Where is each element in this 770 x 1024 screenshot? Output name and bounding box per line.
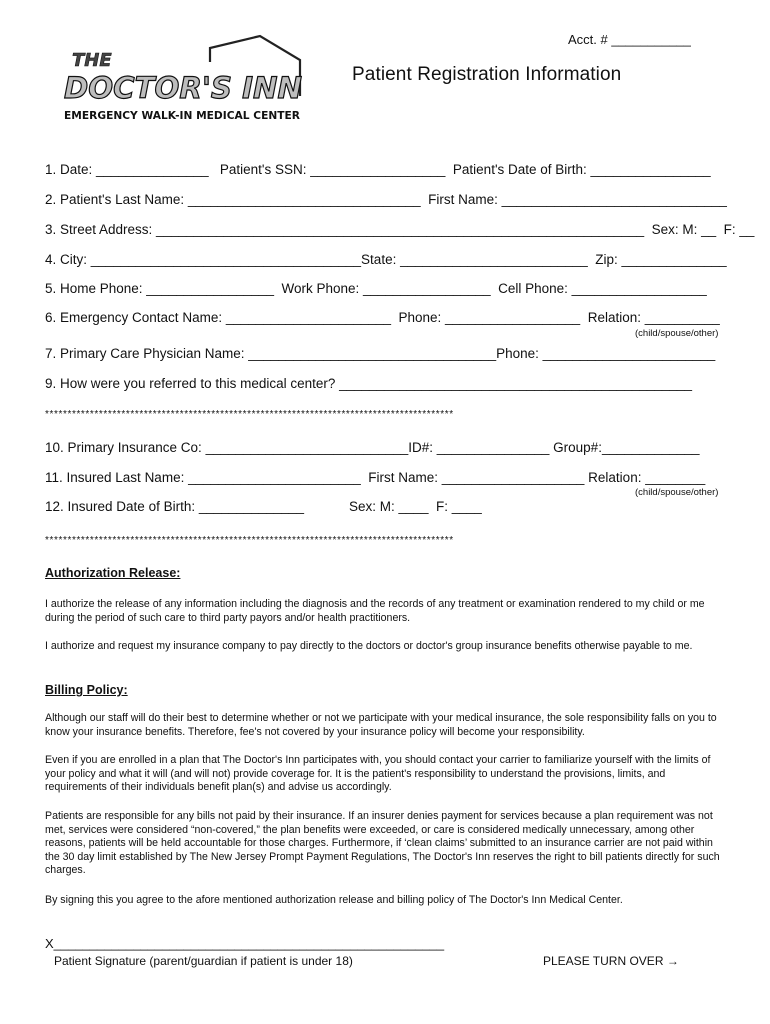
- field-line-4-city-state-zip[interactable]: 4. City: ____________________________________State: _________________________ Zip: ______________: [45, 252, 727, 267]
- field-line-3-address-sex[interactable]: 3. Street Address: _________________________________________________________________ Sex: M: __ F: __: [45, 222, 755, 237]
- signature-label: Patient Signature (parent/guardian if patient is under 18): [54, 954, 353, 968]
- field-line-5-phones[interactable]: 5. Home Phone: _________________ Work Phone: _________________ Cell Phone: __________________: [45, 281, 707, 296]
- signature-line[interactable]: X______________________________________________________: [45, 936, 445, 951]
- logo-tagline: EMERGENCY WALK-IN MEDICAL CENTER: [64, 110, 300, 122]
- logo-text-doctors-inn: DOCTOR'S INN: [64, 71, 302, 105]
- separator-stars-2: *******************************************************************************************: [45, 535, 454, 546]
- field-line-2-name[interactable]: 2. Patient's Last Name: _______________________________ First Name: ______________________________: [45, 192, 727, 207]
- billing-heading: Billing Policy:: [45, 683, 128, 697]
- authorization-heading: Authorization Release:: [45, 566, 181, 580]
- field-line-10-insurance[interactable]: 10. Primary Insurance Co: ___________________________ID#: _______________ Group#:_____________: [45, 440, 700, 455]
- please-turn-over-note: PLEASE TURN OVER →: [543, 954, 679, 968]
- field-line-7-physician[interactable]: 7. Primary Care Physician Name: _________________________________Phone: _______________________: [45, 346, 716, 361]
- logo-text-the: THE: [72, 50, 112, 71]
- page-title: Patient Registration Information: [352, 64, 622, 85]
- billing-paragraph-1: Although our staff will do their best to determine whether or not we participate with your medical insurance, the sole responsibility falls on you to know your insurance benefits. Therefore, fee's not covered by your insurance policy will become your responsibility.: [45, 712, 717, 738]
- doctors-inn-logo: [60, 34, 310, 124]
- insured-relation-hint: (child/spouse/other): [635, 487, 719, 498]
- authorization-paragraph-1: I authorize the release of any information including the diagnosis and the records of any treatment or examination rendered to my child or me during the period of such care to third party payors and/or health practitioners.: [45, 598, 705, 624]
- billing-paragraph-4: By signing this you agree to the afore mentioned authorization release and billing policy of The Doctor's Inn Medical Center.: [45, 894, 623, 906]
- relation-hint: (child/spouse/other): [635, 328, 719, 339]
- billing-paragraph-3: Patients are responsible for any bills not paid by their insurance. If an insurer denies payment for services because a plan requirement was not met, services were considered “non-covered,” the plan benefits were exceeded, or care is considered medically unnecessary, among other reasons, patients will be held accountable for those charges. Furthermore, if ‘clean claims’ submitted to an insurance carrier are not paid within the 30 day limit established by The New Jersey Prompt Payment Regulations, The Doctor's Inn reserves the right to bill patients directly for such charges.: [45, 810, 720, 877]
- field-line-1-date-ssn-dob[interactable]: 1. Date: _______________ Patient's SSN: __________________ Patient's Date of Birth: ________________: [45, 162, 711, 177]
- account-number-field[interactable]: Acct. # ___________: [568, 32, 691, 47]
- field-line-11-insured-name[interactable]: 11. Insured Last Name: _______________________ First Name: ___________________ Relation: ________: [45, 470, 706, 485]
- separator-stars-1: *******************************************************************************************: [45, 409, 454, 420]
- billing-paragraph-2: Even if you are enrolled in a plan that The Doctor's Inn participates with, you should contact your carrier to familiarize yourself with the limits of your policy and what it will (and will not) provide coverage for. It is the patient's responsibility to understand the provisions, limits, and requirements of their individuals benefit plan(s) and advise us accordingly.: [45, 754, 711, 794]
- authorization-paragraph-2: I authorize and request my insurance company to pay directly to the doctors or doctor's group insurance benefits otherwise payable to me.: [45, 640, 693, 652]
- field-line-12-insured-dob-sex[interactable]: 12. Insured Date of Birth: ______________ Sex: M: ____ F: ____: [45, 499, 482, 514]
- field-line-6-emergency-contact[interactable]: 6. Emergency Contact Name: ______________________ Phone: __________________ Relation: __________: [45, 310, 720, 325]
- field-line-9-referral[interactable]: 9. How were you referred to this medical center? _______________________________________________: [45, 376, 693, 391]
